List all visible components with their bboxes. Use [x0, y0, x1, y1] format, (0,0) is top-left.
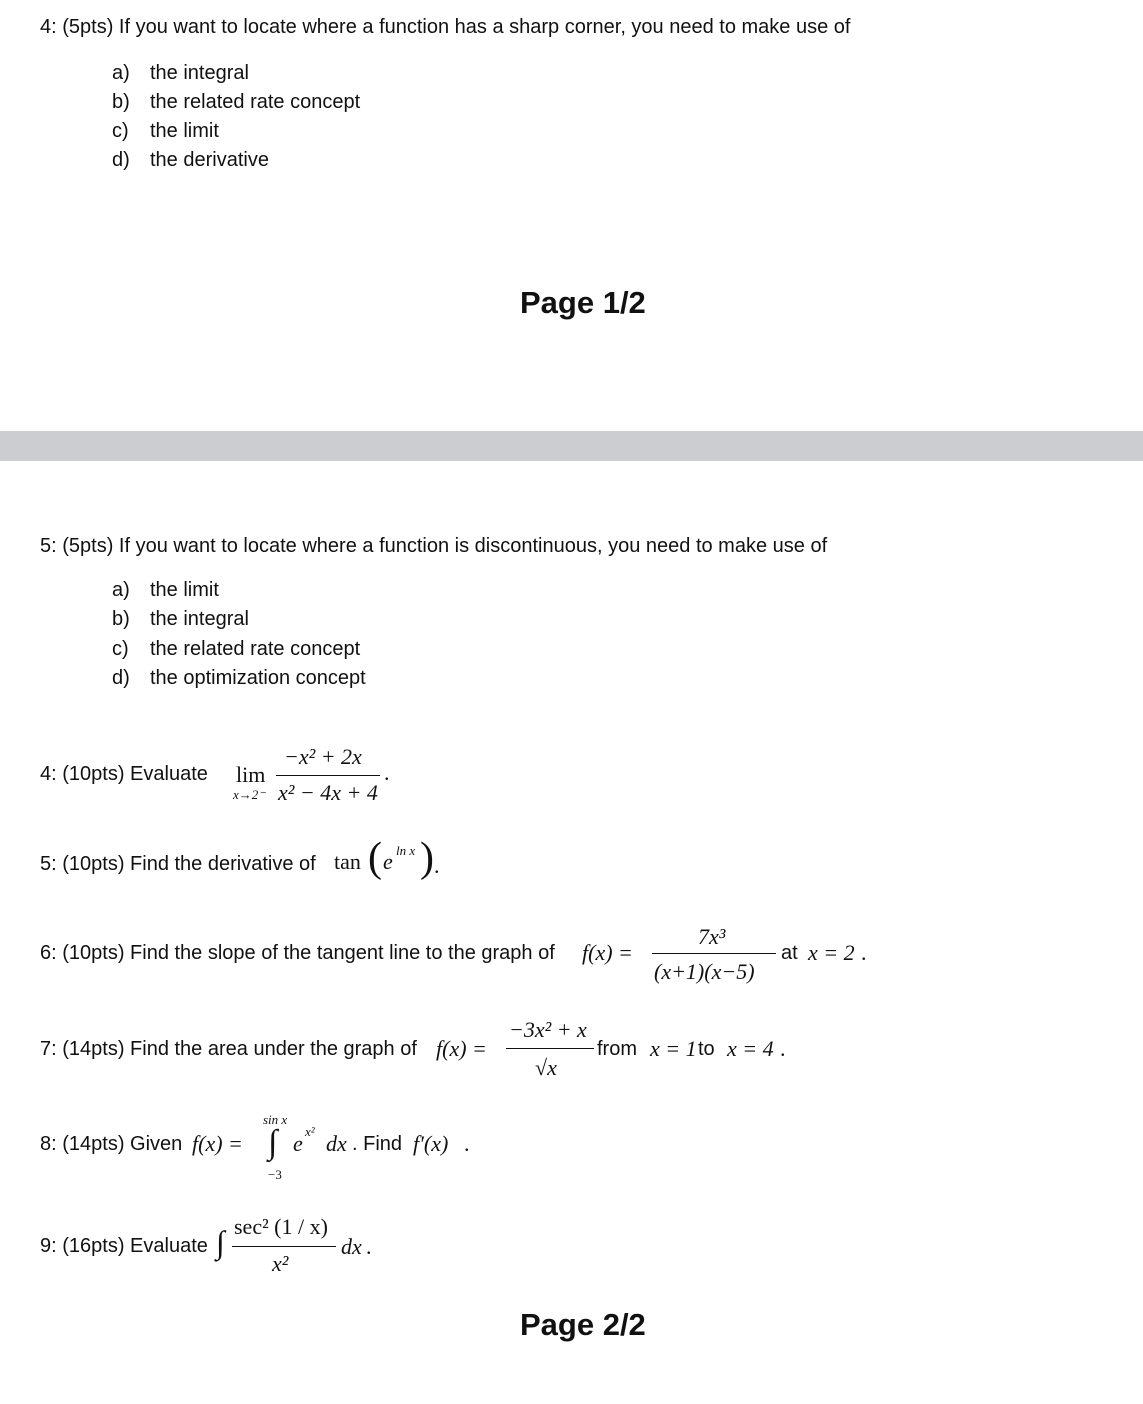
q6-numerator: 7x³ — [698, 924, 726, 949]
q6-at-word: at — [781, 942, 798, 964]
option-letter: b) — [112, 608, 130, 630]
option-letter: b) — [112, 91, 130, 113]
q7-fraction-bar — [506, 1048, 594, 1049]
q7-from-word: from — [597, 1038, 637, 1060]
q8-find-text: . Find — [352, 1133, 403, 1155]
option-text: the related rate concept — [150, 638, 361, 660]
option-text: the integral — [150, 608, 249, 630]
q9-period: . — [366, 1234, 372, 1259]
q9-fraction-bar — [232, 1246, 336, 1247]
q4-option-a — [112, 62, 249, 85]
q7-denominator: √x — [535, 1055, 557, 1080]
option-text: the optimization concept — [150, 667, 366, 689]
option-text: the derivative — [150, 149, 269, 171]
page-divider — [0, 431, 1143, 461]
q7-to-word: to — [698, 1038, 715, 1060]
limit-denominator: x² − 4x + 4 — [278, 780, 378, 805]
q8-lower-limit: −3 — [268, 1167, 282, 1182]
q6-denominator: (x+1)(x−5) — [654, 959, 755, 984]
integral-sign: ∫ — [216, 1224, 225, 1260]
lim-subscript: x→2⁻ — [233, 787, 266, 802]
left-paren: ( — [368, 835, 382, 881]
option-letter: a) — [112, 62, 130, 84]
q7-start: x = 1 — [650, 1036, 697, 1061]
option-letter: d) — [112, 667, 130, 689]
q9-dx: dx — [341, 1234, 362, 1259]
q7-numerator: −3x² + x — [509, 1017, 587, 1042]
limit-numerator: −x² + 2x — [284, 744, 362, 769]
q8-integrand-exponent: x² — [305, 1124, 315, 1139]
option-letter: c) — [112, 120, 129, 142]
lim-operator: lim — [236, 762, 266, 787]
q6-condition: x = 2 — [808, 940, 855, 965]
q5-option-a — [112, 579, 219, 602]
derivative-period: . — [434, 853, 440, 878]
limit-period: . — [384, 760, 390, 785]
option-letter: a) — [112, 579, 130, 601]
q4-mc-prompt: 4: (5pts) If you want to locate where a function has a sharp corner, you need to make use of — [40, 16, 851, 38]
option-letter: c) — [112, 638, 129, 660]
q5-option-b — [112, 608, 249, 631]
right-paren: ) — [420, 835, 434, 881]
q4-option-c — [112, 120, 219, 143]
option-text: the limit — [150, 579, 219, 601]
page-1-label: Page 1/2 — [520, 285, 646, 320]
integral-sign: ∫ — [268, 1124, 278, 1161]
q6-period: . — [861, 940, 867, 965]
q5-option-c — [112, 638, 360, 661]
q8-ftc-label: 8: (14pts) Given — [40, 1133, 183, 1155]
exp-base: e — [383, 849, 393, 874]
q4-limit-label: 4: (10pts) Evaluate — [40, 763, 208, 785]
q7-lhs: f(x) = — [436, 1036, 487, 1061]
option-text: the related rate concept — [150, 91, 361, 113]
q5-option-d — [112, 667, 366, 690]
q6-tangent-label: 6: (10pts) Find the slope of the tangent line to the graph of — [40, 942, 555, 964]
q9-numerator: sec² (1 / x) — [234, 1214, 328, 1239]
option-letter: d) — [112, 149, 130, 171]
q8-target: f′(x) — [413, 1131, 449, 1156]
limit-fraction-bar — [276, 775, 380, 776]
q4-option-d — [112, 149, 269, 172]
option-text: the limit — [150, 120, 219, 142]
q6-lhs: f(x) = — [582, 940, 633, 965]
q5-mc-prompt: 5: (5pts) If you want to locate where a function is discontinuous, you need to make use of — [40, 535, 828, 557]
q6-fraction-bar — [652, 953, 776, 954]
q5-derivative-label: 5: (10pts) Find the derivative of — [40, 853, 316, 875]
q8-integrand-base: e — [293, 1131, 303, 1156]
q7-period: . — [780, 1036, 786, 1061]
q9-integral-label: 9: (16pts) Evaluate — [40, 1235, 208, 1257]
exp-exponent: ln x — [396, 843, 416, 858]
page-2-label: Page 2/2 — [520, 1307, 646, 1342]
q7-finish: x = 4 — [727, 1036, 774, 1061]
q8-lhs: f(x) = — [192, 1131, 243, 1156]
q9-denominator: x² — [272, 1251, 289, 1276]
q8-upper-limit: sin x — [263, 1112, 288, 1127]
q4-option-b — [112, 91, 360, 114]
tan-function: tan — [334, 849, 361, 874]
q8-period: . — [464, 1131, 470, 1156]
q8-dx: dx — [326, 1131, 347, 1156]
option-text: the integral — [150, 62, 249, 84]
q7-area-label: 7: (14pts) Find the area under the graph of — [40, 1038, 417, 1060]
